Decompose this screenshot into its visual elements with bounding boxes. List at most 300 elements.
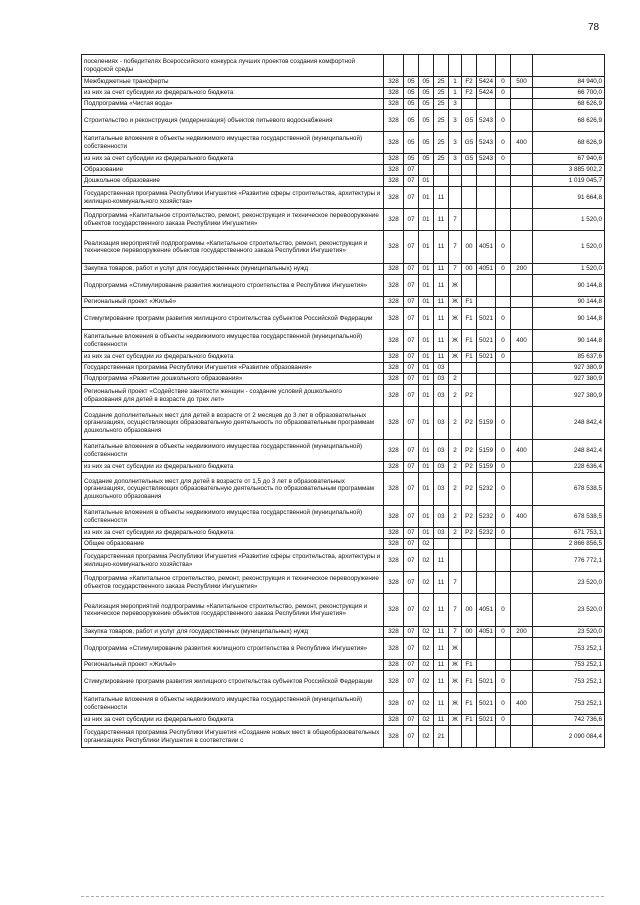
code-ministry: 328 (384, 407, 404, 440)
code-subsection: 02 (419, 627, 434, 638)
row-amount: 1 520,0 (533, 264, 605, 275)
code-direction (477, 363, 496, 374)
code-expense-type (511, 99, 533, 110)
row-amount: 2 090 084,4 (533, 726, 605, 748)
code-expense-type (511, 308, 533, 330)
row-name: Подпрограмма «Чистая вода» (82, 99, 384, 110)
code-ministry: 328 (384, 638, 404, 660)
code-expense-type (511, 363, 533, 374)
code-section: 07 (404, 462, 419, 473)
code-project (462, 187, 477, 209)
code-direction (477, 539, 496, 550)
code-sub: 0 (496, 473, 511, 506)
row-name: Создание дополнительных мест для детей в возрасте от 1,5 до 3 лет в образовательных организациях, осуществляющих образовательную деятельность по образовательным программам дошкольного образования (82, 473, 384, 506)
row-amount: 248 842,4 (533, 407, 605, 440)
code-sub: 0 (496, 88, 511, 99)
code-section: 07 (404, 627, 419, 638)
table-row (82, 176, 605, 187)
code-program: 21 (434, 726, 449, 748)
code-sub (496, 187, 511, 209)
code-sub (496, 165, 511, 176)
code-expense-type (511, 231, 533, 264)
row-amount: 927 380,9 (533, 363, 605, 374)
code-sub: 0 (496, 715, 511, 726)
row-name: Капитальные вложения в объекты недвижимого имущества государственной (муниципальной) собственности (82, 440, 384, 462)
row-name: Общее образование (82, 539, 384, 550)
table-row (82, 594, 605, 627)
code-subprogram (449, 165, 462, 176)
code-ministry: 328 (384, 330, 404, 352)
table-row (82, 352, 605, 363)
code-project: P2 (462, 440, 477, 462)
code-program: 11 (434, 209, 449, 231)
code-sub (496, 363, 511, 374)
code-direction (477, 726, 496, 748)
row-amount: 67 940,6 (533, 154, 605, 165)
code-sub (496, 99, 511, 110)
table-row (82, 506, 605, 528)
table-row (82, 660, 605, 671)
row-amount: 85 637,6 (533, 352, 605, 363)
code-project (462, 55, 477, 77)
code-subprogram: 2 (449, 528, 462, 539)
code-ministry: 328 (384, 231, 404, 264)
code-subprogram: 2 (449, 462, 462, 473)
code-direction (477, 638, 496, 660)
table-row (82, 726, 605, 748)
code-direction: 5424 (477, 77, 496, 88)
row-amount: 753 252,1 (533, 638, 605, 660)
code-subprogram: 3 (449, 99, 462, 110)
code-direction (477, 297, 496, 308)
code-subsection: 01 (419, 275, 434, 297)
code-section: 07 (404, 440, 419, 462)
code-ministry: 328 (384, 627, 404, 638)
row-name: Капитальные вложения в объекты недвижимого имущества государственной (муниципальной) собственности (82, 693, 384, 715)
row-name: Закупка товаров, работ и услуг для государственных (муниципальных) нужд (82, 264, 384, 275)
row-name: из них за счет субсидии из федерального бюджета (82, 715, 384, 726)
code-sub (496, 209, 511, 231)
code-subprogram: Ж (449, 638, 462, 660)
row-amount (533, 55, 605, 77)
row-amount: 1 019 045,7 (533, 176, 605, 187)
code-section: 07 (404, 264, 419, 275)
code-subsection: 02 (419, 715, 434, 726)
code-section: 07 (404, 275, 419, 297)
code-program: 25 (434, 88, 449, 99)
code-section: 07 (404, 297, 419, 308)
code-subsection: 01 (419, 363, 434, 374)
code-direction (477, 209, 496, 231)
code-expense-type (511, 715, 533, 726)
code-program: 03 (434, 440, 449, 462)
code-ministry: 328 (384, 264, 404, 275)
code-project: 00 (462, 594, 477, 627)
code-section: 05 (404, 99, 419, 110)
code-ministry: 328 (384, 132, 404, 154)
code-subprogram: Ж (449, 308, 462, 330)
code-section: 07 (404, 176, 419, 187)
code-direction: 5424 (477, 88, 496, 99)
code-direction: 5232 (477, 506, 496, 528)
table-row (82, 363, 605, 374)
code-project (462, 539, 477, 550)
code-program: 25 (434, 154, 449, 165)
code-ministry: 328 (384, 594, 404, 627)
code-subsection: 01 (419, 176, 434, 187)
code-section: 07 (404, 330, 419, 352)
table-row (82, 209, 605, 231)
code-sub (496, 374, 511, 385)
code-sub: 0 (496, 462, 511, 473)
code-sub: 0 (496, 330, 511, 352)
code-ministry: 328 (384, 363, 404, 374)
code-subsection: 01 (419, 462, 434, 473)
code-sub (496, 660, 511, 671)
code-expense-type (511, 594, 533, 627)
code-project: F2 (462, 77, 477, 88)
table-row (82, 693, 605, 715)
code-expense-type (511, 352, 533, 363)
code-ministry: 328 (384, 660, 404, 671)
table-row (82, 187, 605, 209)
code-project: F1 (462, 330, 477, 352)
code-subsection: 02 (419, 693, 434, 715)
code-section: 07 (404, 165, 419, 176)
code-section: 07 (404, 209, 419, 231)
code-section: 07 (404, 506, 419, 528)
row-name: Региональный проект «Жильё» (82, 660, 384, 671)
code-program: 11 (434, 627, 449, 638)
code-program: 11 (434, 660, 449, 671)
code-direction: 5021 (477, 330, 496, 352)
code-expense-type (511, 473, 533, 506)
code-sub: 0 (496, 352, 511, 363)
code-project (462, 638, 477, 660)
code-section: 07 (404, 473, 419, 506)
code-subprogram: 3 (449, 132, 462, 154)
code-direction: 4051 (477, 231, 496, 264)
code-ministry: 328 (384, 110, 404, 132)
row-amount: 1 520,0 (533, 231, 605, 264)
code-section: 07 (404, 726, 419, 748)
code-subsection: 01 (419, 440, 434, 462)
code-subprogram: 7 (449, 627, 462, 638)
code-subsection: 01 (419, 407, 434, 440)
code-subsection (419, 55, 434, 77)
code-subprogram: 7 (449, 231, 462, 264)
code-sub: 0 (496, 77, 511, 88)
code-program: 11 (434, 330, 449, 352)
code-sub (496, 275, 511, 297)
code-ministry: 328 (384, 77, 404, 88)
code-subprogram (449, 726, 462, 748)
table-row (82, 132, 605, 154)
row-amount: 753 252,1 (533, 693, 605, 715)
row-name: Закупка товаров, работ и услуг для государственных (муниципальных) нужд (82, 627, 384, 638)
code-section: 07 (404, 352, 419, 363)
row-amount: 68 626,9 (533, 99, 605, 110)
row-amount: 742 736,6 (533, 715, 605, 726)
code-sub (496, 176, 511, 187)
code-subprogram: Ж (449, 715, 462, 726)
code-expense-type (511, 275, 533, 297)
code-project: P2 (462, 506, 477, 528)
code-direction (477, 572, 496, 594)
code-subsection: 01 (419, 209, 434, 231)
code-subprogram (449, 539, 462, 550)
row-amount: 927 380,9 (533, 385, 605, 407)
row-name: Межбюджетные трансферты (82, 77, 384, 88)
code-subsection: 05 (419, 132, 434, 154)
table-row (82, 110, 605, 132)
code-subsection: 01 (419, 330, 434, 352)
code-section: 05 (404, 132, 419, 154)
code-subprogram: 1 (449, 88, 462, 99)
table-row (82, 231, 605, 264)
code-direction (477, 165, 496, 176)
code-subsection: 02 (419, 671, 434, 693)
code-subprogram: Ж (449, 330, 462, 352)
code-subsection: 01 (419, 297, 434, 308)
code-section: 07 (404, 572, 419, 594)
code-subsection: 05 (419, 154, 434, 165)
code-sub: 0 (496, 506, 511, 528)
code-program: 03 (434, 385, 449, 407)
code-ministry: 328 (384, 385, 404, 407)
code-section: 07 (404, 528, 419, 539)
row-name: из них за счет субсидии из федерального бюджета (82, 154, 384, 165)
code-direction (477, 550, 496, 572)
code-sub (496, 55, 511, 77)
table-row (82, 528, 605, 539)
code-project: P2 (462, 385, 477, 407)
table-row (82, 77, 605, 88)
code-direction: 5159 (477, 407, 496, 440)
code-program: 11 (434, 231, 449, 264)
code-expense-type (511, 297, 533, 308)
row-name: Капитальные вложения в объекты недвижимого имущества государственной (муниципальной) собственности (82, 506, 384, 528)
budget-table (81, 54, 605, 748)
code-project (462, 165, 477, 176)
row-amount: 68 626,9 (533, 110, 605, 132)
code-program: 11 (434, 550, 449, 572)
code-section: 07 (404, 363, 419, 374)
code-subsection: 05 (419, 99, 434, 110)
code-project: F1 (462, 308, 477, 330)
table-row (82, 550, 605, 572)
code-subprogram (449, 176, 462, 187)
code-subsection: 01 (419, 473, 434, 506)
code-direction (477, 99, 496, 110)
row-name: Государственная программа Республики Ингушетия «Развитие образования» (82, 363, 384, 374)
code-subprogram (449, 550, 462, 572)
code-expense-type: 500 (511, 77, 533, 88)
row-amount: 678 538,5 (533, 473, 605, 506)
row-name: Подпрограмма «Капитальное строительство, ремонт, реконструкция и техническое перевооружение объектов государственного заказа Республики Ингушетия» (82, 572, 384, 594)
row-amount: 927 380,9 (533, 374, 605, 385)
table-row (82, 88, 605, 99)
code-project (462, 374, 477, 385)
code-subprogram: 2 (449, 440, 462, 462)
code-project: F2 (462, 88, 477, 99)
code-subprogram: Ж (449, 693, 462, 715)
code-subprogram: 1 (449, 77, 462, 88)
code-sub (496, 572, 511, 594)
code-ministry: 328 (384, 209, 404, 231)
row-name: Стимулирование программ развития жилищного строительства субъектов Российской Федерации (82, 671, 384, 693)
code-program: 11 (434, 638, 449, 660)
code-direction: 4051 (477, 264, 496, 275)
code-project: G5 (462, 110, 477, 132)
row-amount: 753 252,1 (533, 671, 605, 693)
code-ministry: 328 (384, 693, 404, 715)
code-project: 00 (462, 231, 477, 264)
code-subsection: 01 (419, 352, 434, 363)
code-section: 05 (404, 154, 419, 165)
code-expense-type: 200 (511, 627, 533, 638)
row-name: Стимулирование программ развития жилищного строительства субъектов Российской Федерации (82, 308, 384, 330)
code-ministry: 328 (384, 528, 404, 539)
code-direction: 5021 (477, 671, 496, 693)
code-direction (477, 374, 496, 385)
code-program: 11 (434, 572, 449, 594)
code-direction: 5021 (477, 693, 496, 715)
row-amount: 2 866 856,5 (533, 539, 605, 550)
code-sub: 0 (496, 440, 511, 462)
code-direction: 5159 (477, 440, 496, 462)
code-expense-type (511, 165, 533, 176)
code-sub: 0 (496, 110, 511, 132)
table-row (82, 264, 605, 275)
row-name: Подпрограмма «Стимулирование развития жилищного строительства в Республике Ингушетия» (82, 638, 384, 660)
code-subsection: 01 (419, 506, 434, 528)
code-project: 00 (462, 627, 477, 638)
code-subsection: 02 (419, 572, 434, 594)
code-section: 07 (404, 539, 419, 550)
row-name: поселениях - победителях Всероссийского конкурса лучших проектов создания комфортной городской среды (82, 55, 384, 77)
code-sub: 0 (496, 528, 511, 539)
code-program: 03 (434, 473, 449, 506)
code-subprogram: Ж (449, 352, 462, 363)
code-program: 11 (434, 264, 449, 275)
code-section: 05 (404, 88, 419, 99)
code-project: F1 (462, 297, 477, 308)
row-amount: 23 520,0 (533, 627, 605, 638)
code-program: 11 (434, 693, 449, 715)
row-amount: 671 753,1 (533, 528, 605, 539)
code-ministry: 328 (384, 550, 404, 572)
code-project: P2 (462, 473, 477, 506)
table-row (82, 627, 605, 638)
row-amount: 90 144,8 (533, 275, 605, 297)
code-section: 07 (404, 671, 419, 693)
code-section: 07 (404, 693, 419, 715)
code-project (462, 176, 477, 187)
code-program: 25 (434, 99, 449, 110)
code-expense-type (511, 88, 533, 99)
code-section: 05 (404, 110, 419, 132)
code-expense-type: 400 (511, 693, 533, 715)
code-program (434, 55, 449, 77)
code-subsection: 02 (419, 594, 434, 627)
row-name: из них за счет субсидии из федерального бюджета (82, 528, 384, 539)
code-expense-type (511, 528, 533, 539)
row-amount: 90 144,8 (533, 308, 605, 330)
code-project: G5 (462, 132, 477, 154)
code-program (434, 176, 449, 187)
code-sub (496, 539, 511, 550)
table-row (82, 572, 605, 594)
code-expense-type (511, 374, 533, 385)
table-row (82, 462, 605, 473)
code-ministry: 328 (384, 99, 404, 110)
code-direction: 5021 (477, 352, 496, 363)
code-expense-type (511, 572, 533, 594)
code-expense-type (511, 187, 533, 209)
code-subsection: 05 (419, 77, 434, 88)
code-expense-type: 200 (511, 264, 533, 275)
code-ministry: 328 (384, 715, 404, 726)
code-program: 03 (434, 462, 449, 473)
code-expense-type (511, 176, 533, 187)
code-project (462, 275, 477, 297)
code-expense-type: 400 (511, 506, 533, 528)
code-subsection: 02 (419, 660, 434, 671)
code-expense-type (511, 462, 533, 473)
row-amount: 68 626,9 (533, 132, 605, 154)
code-program: 11 (434, 671, 449, 693)
row-amount: 84 940,0 (533, 77, 605, 88)
code-sub: 0 (496, 231, 511, 264)
code-project: F1 (462, 352, 477, 363)
code-subprogram (449, 187, 462, 209)
code-expense-type: 400 (511, 440, 533, 462)
code-subprogram: 7 (449, 264, 462, 275)
code-direction (477, 660, 496, 671)
code-program: 11 (434, 187, 449, 209)
code-project (462, 209, 477, 231)
code-program: 03 (434, 506, 449, 528)
row-name: Капитальные вложения в объекты недвижимого имущества государственной (муниципальной) собственности (82, 132, 384, 154)
code-subsection: 05 (419, 88, 434, 99)
row-name: Подпрограмма «Стимулирование развития жилищного строительства в Республике Ингушетия» (82, 275, 384, 297)
row-amount: 753 252,1 (533, 660, 605, 671)
row-amount: 248 842,4 (533, 440, 605, 462)
code-subprogram: 7 (449, 572, 462, 594)
table-row (82, 385, 605, 407)
code-expense-type: 400 (511, 330, 533, 352)
code-project: P2 (462, 407, 477, 440)
code-section: 07 (404, 638, 419, 660)
code-ministry: 328 (384, 506, 404, 528)
code-expense-type (511, 539, 533, 550)
code-program: 11 (434, 352, 449, 363)
code-direction: 5232 (477, 473, 496, 506)
row-name: Капитальные вложения в объекты недвижимого имущества государственной (муниципальной) собственности (82, 330, 384, 352)
code-section: 07 (404, 660, 419, 671)
code-sub: 0 (496, 264, 511, 275)
code-subprogram: 2 (449, 473, 462, 506)
code-sub (496, 638, 511, 660)
table-row (82, 473, 605, 506)
code-subsection: 01 (419, 308, 434, 330)
code-project: F1 (462, 671, 477, 693)
code-expense-type (511, 110, 533, 132)
row-amount: 23 520,0 (533, 594, 605, 627)
table-row (82, 275, 605, 297)
code-direction: 5243 (477, 132, 496, 154)
